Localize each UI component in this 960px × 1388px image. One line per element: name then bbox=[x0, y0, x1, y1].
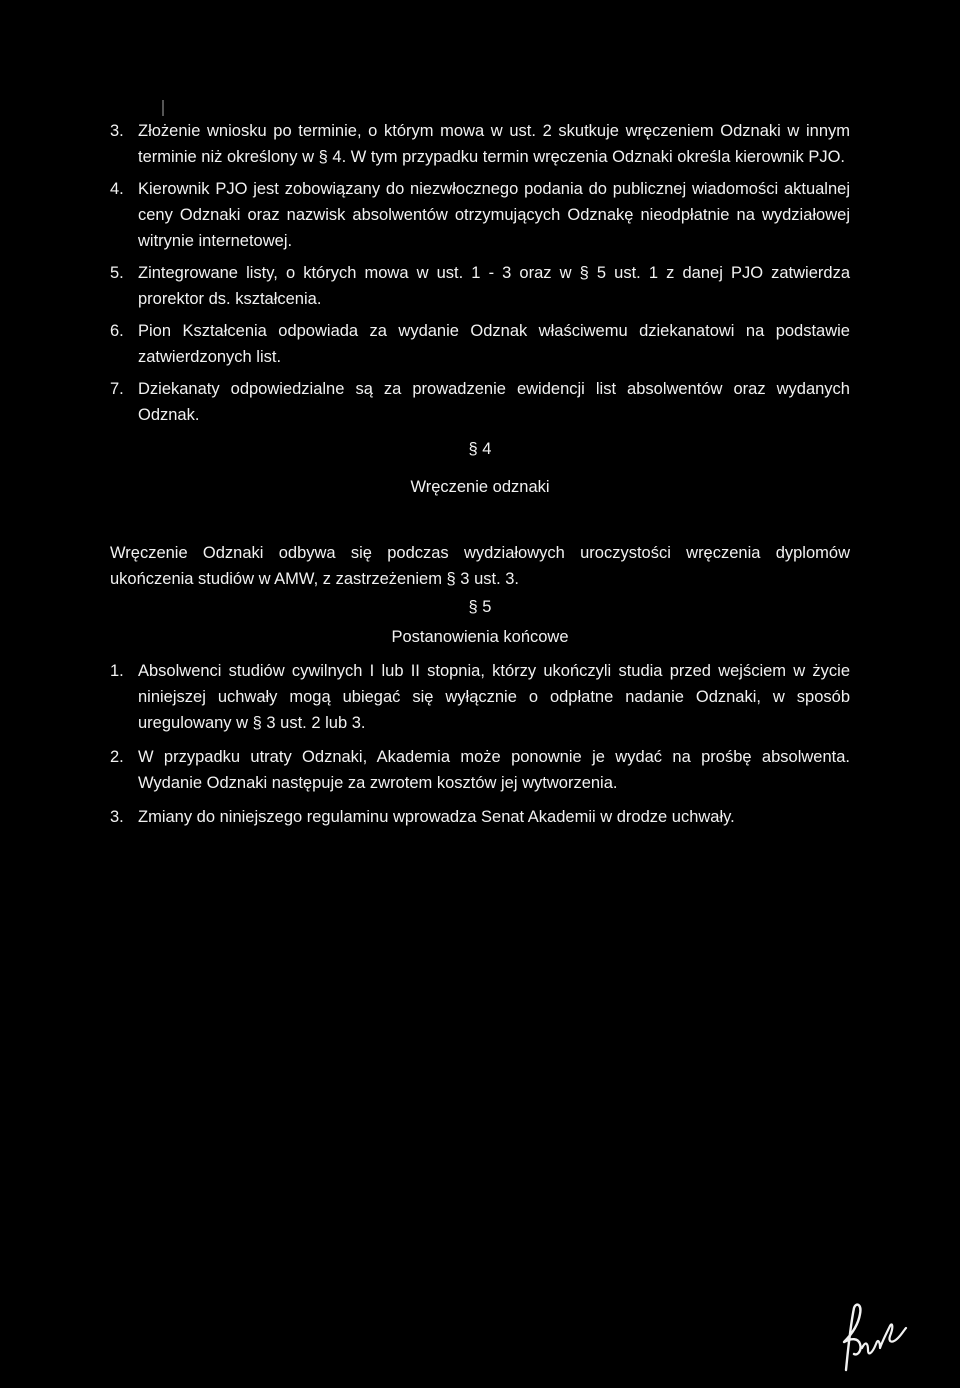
section3-items bbox=[110, 118, 850, 428]
item-number: 7. bbox=[110, 380, 124, 398]
item-number: 4. bbox=[110, 180, 124, 198]
item-number: 1. bbox=[110, 662, 124, 680]
item-text: Pion Kształcenia odpowiada za wydanie Odznak właściwemu dziekanatowi na podstawie zatwierdzonych list. bbox=[138, 322, 850, 366]
item-text: Kierownik PJO jest zobowiązany do niezwłocznego podania do publicznej wiadomości aktualnej ceny Odznaki oraz nazwisk absolwentów otrzymujących Odznakę nieodpłatnie na wydziałowej witrynie internetowej. bbox=[138, 180, 850, 250]
item-number: 3. bbox=[110, 808, 124, 826]
list-item bbox=[110, 118, 850, 170]
item-text: Złożenie wniosku po terminie, o którym mowa w ust. 2 skutkuje wręczeniem Odznaki w innym terminie niż określony w § 4. W tym przypadku termin wręczenia Odznaki określa kierownik PJO. bbox=[138, 122, 850, 166]
list-item bbox=[110, 658, 850, 736]
item-text: Zintegrowane listy, o których mowa w ust. 1 - 3 oraz w § 5 ust. 1 z danej PJO zatwierdza prorektor ds. kształcenia. bbox=[138, 264, 850, 308]
list-item bbox=[110, 376, 850, 428]
section4-mark: § 4 bbox=[468, 440, 492, 458]
scan-mark bbox=[162, 100, 164, 116]
section4-heading: Wręczenie odznaki bbox=[410, 478, 550, 496]
section5-heading: Postanowienia końcowe bbox=[391, 628, 569, 646]
list-item bbox=[110, 744, 850, 796]
item-text: Dziekanaty odpowiedzialne są za prowadzenie ewidencji list absolwentów oraz wydanych Odznak. bbox=[138, 380, 850, 424]
list-item bbox=[110, 318, 850, 370]
section4-paragraph: Wręczenie Odznaki odbywa się podczas wydziałowych uroczystości wręczenia dyplomów ukończenia studiów w AMW, z zastrzeżeniem § 3 ust. 3. bbox=[110, 544, 850, 588]
item-number: 2. bbox=[110, 748, 124, 766]
list-item bbox=[110, 176, 850, 254]
item-number: 3. bbox=[110, 122, 124, 140]
item-text: W przypadku utraty Odznaki, Akademia może ponownie je wydać na prośbę absolwenta. Wydanie Odznaki następuje za zwrotem kosztów jej wytworzenia. bbox=[138, 748, 850, 792]
signature-mark bbox=[832, 1298, 912, 1378]
list-item bbox=[110, 260, 850, 312]
section5-items bbox=[110, 658, 850, 830]
item-number: 5. bbox=[110, 264, 124, 282]
section5-mark: § 5 bbox=[468, 598, 492, 616]
item-number: 6. bbox=[110, 322, 124, 340]
item-text: Absolwenci studiów cywilnych I lub II stopnia, którzy ukończyli studia przed wejściem w życie niniejszej uchwały mogą ubiegać się wyłącznie o odpłatne nadanie Odznaki, w sposób uregulowany w § 3 ust. 2 lub 3. bbox=[138, 662, 850, 732]
list-item bbox=[110, 804, 850, 830]
item-text: Zmiany do niniejszego regulaminu wprowadza Senat Akademii w drodze uchwały. bbox=[138, 808, 735, 826]
